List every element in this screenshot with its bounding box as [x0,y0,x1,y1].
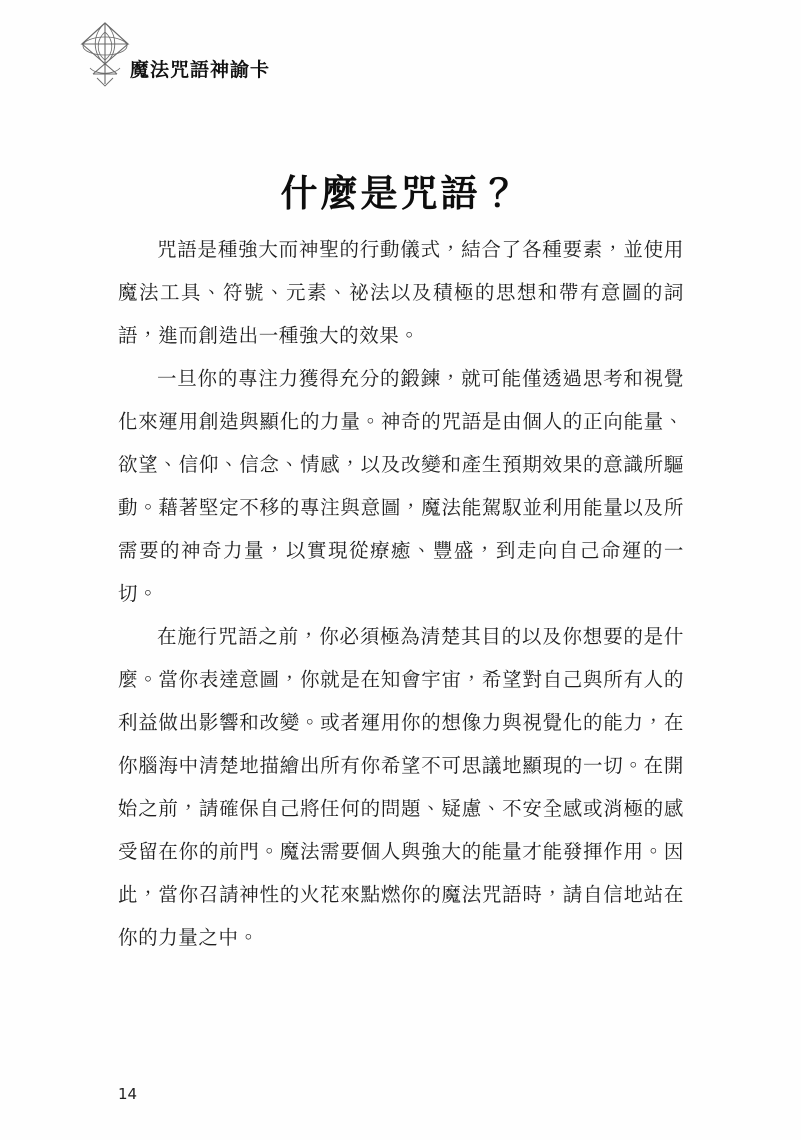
page-number: 14 [118,1085,138,1103]
book-title: 魔法咒語神諭卡 [130,59,271,81]
celtic-knot-star-icon [72,20,138,88]
paragraph: 在施行咒語之前，你必須極為清楚其目的以及你想要的是什麼。當你表達意圖，你就是在知會宇宙，希望對自己與所有人的利益做出影響和改變。或者運用你的想像力與視覺化的能力，在你腦海中清楚地描繪出所有你希望不可思議地顯現的一切。在開始之前，請確保自己將任何的問題、疑慮、不安全感或消極的感受留在你的前門。魔法需要個人與強大的能量才能發揮作用。因此，當你召請神性的火花來點燃你的魔法咒語時，請自信地站在你的力量之中。 [118,625,684,949]
paragraph: 咒語是種強大而神聖的行動儀式，結合了各種要素，並使用魔法工具、符號、元素、祕法以及積極的思想和帶有意圖的詞語，進而創造出一種強大的效果。 [118,238,684,347]
paragraph: 一旦你的專注力獲得充分的鍛鍊，就可能僅透過思考和視覺化來運用創造與顯化的力量。神奇的咒語是由個人的正向能量、欲望、信仰、信念、情感，以及改變和產生預期效果的意識所驅動。藉著堅定不移的專注與意圖，魔法能駕馭並利用能量以及所需要的神奇力量，以實現從療癒、豐盛，到走向自己命運的一切。 [118,367,684,605]
page-header [72,18,270,88]
page-title: 什麼是咒語？ [280,170,521,215]
body-text [118,228,684,959]
